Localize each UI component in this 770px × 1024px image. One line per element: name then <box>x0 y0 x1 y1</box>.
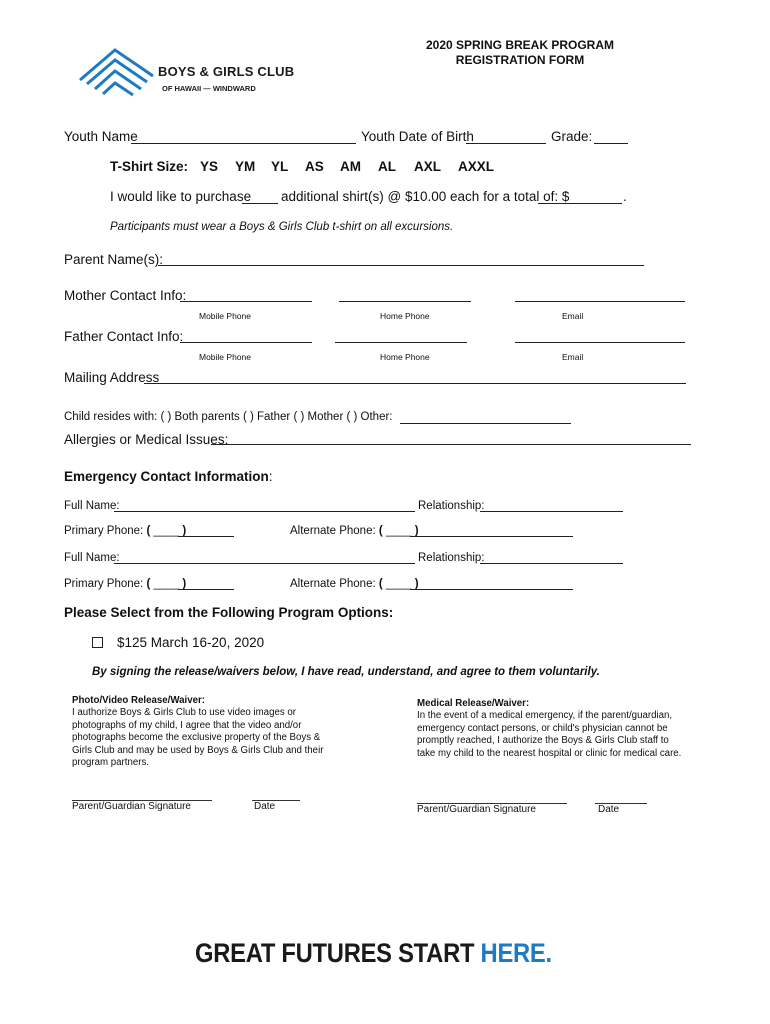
ec1-relationship-label: Relationship: <box>418 500 485 512</box>
additional-shirts-field[interactable] <box>242 203 278 204</box>
medical-release-block <box>417 698 687 760</box>
youth-name-label: Youth Name <box>64 129 138 144</box>
mother-mobile-caption: Mobile Phone <box>199 311 251 321</box>
ec1-alternate-phone-field[interactable] <box>410 536 573 537</box>
ec2-full-name-field[interactable] <box>114 563 415 564</box>
program-option-1[interactable] <box>92 635 264 650</box>
resides-other-field[interactable] <box>400 423 571 424</box>
title-line-2: REGISTRATION FORM <box>455 53 585 67</box>
program-options-heading: Please Select from the Following Program Options: <box>64 605 394 620</box>
youth-name-field[interactable] <box>131 143 356 144</box>
ec1-alt-paren-open: ( <box>378 525 383 537</box>
mother-home-caption: Home Phone <box>380 311 430 321</box>
purchase-end: . <box>623 189 627 204</box>
ec1-primary-phone-text: Primary Phone: <box>64 525 144 537</box>
ec1-primary-paren-open: ( <box>146 525 151 537</box>
shirt-total-field[interactable] <box>538 203 622 204</box>
ec2-alt-paren-close: ) <box>414 578 419 590</box>
emergency-heading-colon: : <box>268 469 273 484</box>
tshirt-note: Participants must wear a Boys & Girls Club t-shirt on all excursions. <box>110 221 454 233</box>
footer-slogan-main: GREAT FUTURES START <box>195 938 481 968</box>
tshirt-size-axxl[interactable]: AXXL <box>458 159 495 174</box>
ec1-alternate-phone-text: Alternate Phone: <box>290 525 376 537</box>
photo-release-block <box>72 695 342 769</box>
tshirt-size-label: T-Shirt Size: <box>110 159 189 174</box>
mailing-address-field[interactable] <box>144 383 686 384</box>
ec2-alternate-phone-text: Alternate Phone: <box>290 578 376 590</box>
logo-subtitle: OF HAWAII — WINDWARD <box>162 84 256 93</box>
form-title <box>380 38 660 68</box>
ec2-relationship-label: Relationship: <box>418 552 485 564</box>
tshirt-size-axl[interactable]: AXL <box>414 159 441 174</box>
footer-slogan-accent: HERE <box>480 938 546 968</box>
ec2-primary-paren-open: ( <box>146 578 151 590</box>
ec2-primary-phone-label <box>64 578 186 590</box>
ec2-alternate-phone-field[interactable] <box>410 589 573 590</box>
ec2-full-name-label: Full Name: <box>64 552 120 564</box>
purchase-mid: additional shirt(s) @ $10.00 each for a total of: $ <box>281 189 570 204</box>
mother-home-field[interactable] <box>339 301 471 302</box>
ec1-primary-area-code[interactable]: ____ <box>153 525 180 537</box>
medical-date-label: Date <box>598 804 620 815</box>
tshirt-size-as[interactable]: AS <box>305 159 324 174</box>
father-email-field[interactable] <box>515 342 685 343</box>
youth-dob-field[interactable] <box>466 143 546 144</box>
footer-slogan-dot: . <box>545 938 552 968</box>
ec1-full-name-label: Full Name: <box>64 500 120 512</box>
tshirt-size-ym[interactable]: YM <box>235 159 256 174</box>
tshirt-size-yl[interactable]: YL <box>271 159 289 174</box>
program-option-1-checkbox[interactable] <box>92 637 103 648</box>
child-resides-text[interactable]: Child resides with: ( ) Both parents ( ) Father ( ) Mother ( ) Other: <box>64 411 393 423</box>
ec2-primary-phone-field[interactable] <box>178 589 234 590</box>
ec1-primary-paren-close: ) <box>182 525 187 537</box>
photo-release-title: Photo/Video Release/Waiver: <box>72 695 205 706</box>
emergency-heading <box>64 469 273 484</box>
parent-names-field[interactable] <box>158 265 644 266</box>
ec2-primary-area-code[interactable]: ____ <box>153 578 180 590</box>
father-home-field[interactable] <box>335 342 467 343</box>
ec1-alt-paren-close: ) <box>414 525 419 537</box>
youth-dob-label: Youth Date of Birth <box>361 129 474 144</box>
grade-field[interactable] <box>594 143 628 144</box>
ec1-alt-area-code[interactable]: ____ <box>385 525 412 537</box>
grade-label: Grade: <box>551 129 593 144</box>
mother-mobile-field[interactable] <box>180 301 312 302</box>
photo-signature-label: Parent/Guardian Signature <box>72 801 191 812</box>
mother-email-caption: Email <box>562 311 584 321</box>
father-email-caption: Email <box>562 352 584 362</box>
ec2-alt-paren-open: ( <box>378 578 383 590</box>
mother-contact-label: Mother Contact Info: <box>64 288 187 303</box>
parent-names-label: Parent Name(s): <box>64 252 164 267</box>
ec2-primary-phone-text: Primary Phone: <box>64 578 144 590</box>
medical-signature-label: Parent/Guardian Signature <box>417 804 536 815</box>
program-option-1-label: $125 March 16-20, 2020 <box>117 635 265 650</box>
allergies-field[interactable] <box>211 444 691 445</box>
father-contact-label: Father Contact Info: <box>64 329 184 344</box>
father-home-caption: Home Phone <box>380 352 430 362</box>
ec1-full-name-field[interactable] <box>114 511 415 512</box>
agreement-statement: By signing the release/waivers below, I have read, understand, and agree to them voluntarily. <box>92 666 600 678</box>
photo-date-label: Date <box>254 801 276 812</box>
footer-slogan <box>195 938 552 969</box>
father-mobile-caption: Mobile Phone <box>199 352 251 362</box>
allergies-label: Allergies or Medical Issues: <box>64 432 229 447</box>
tshirt-size-ys[interactable]: YS <box>200 159 219 174</box>
tshirt-size-al[interactable]: AL <box>378 159 396 174</box>
ec2-alt-area-code[interactable]: ____ <box>385 578 412 590</box>
medical-release-title: Medical Release/Waiver: <box>417 698 530 709</box>
ec2-relationship-field[interactable] <box>480 563 623 564</box>
mailing-address-label: Mailing Address <box>64 370 160 385</box>
ec1-relationship-field[interactable] <box>480 511 623 512</box>
ec2-primary-paren-close: ) <box>182 578 187 590</box>
emergency-heading-text: Emergency Contact Information <box>64 469 269 484</box>
father-mobile-field[interactable] <box>180 342 312 343</box>
purchase-prefix: I would like to purchase <box>110 189 252 204</box>
tshirt-size-am[interactable]: AM <box>340 159 361 174</box>
mother-email-field[interactable] <box>515 301 685 302</box>
photo-release-body: I authorize Boys & Girls Club to use video images or photographs of my child, I agree that the video and/or photographs become the exclusive property of the Boys & Girls Club and may be used by Boys & Girls Club and their program partners. <box>72 707 324 769</box>
ec2-alternate-phone-label <box>290 578 419 590</box>
title-line-1: 2020 SPRING BREAK PROGRAM <box>425 38 615 52</box>
medical-release-body: In the event of a medical emergency, if the parent/guardian, emergency contact persons, or child's physician cannot be promptly reached, I authorize the Boys & Girls Club staff to take my child to the nearest hospital or clinic for medical care. <box>417 710 682 759</box>
ec1-primary-phone-label <box>64 525 186 537</box>
ec1-alternate-phone-label <box>290 525 419 537</box>
logo-name: BOYS & GIRLS CLUB <box>158 64 295 79</box>
ec1-primary-phone-field[interactable] <box>178 536 234 537</box>
